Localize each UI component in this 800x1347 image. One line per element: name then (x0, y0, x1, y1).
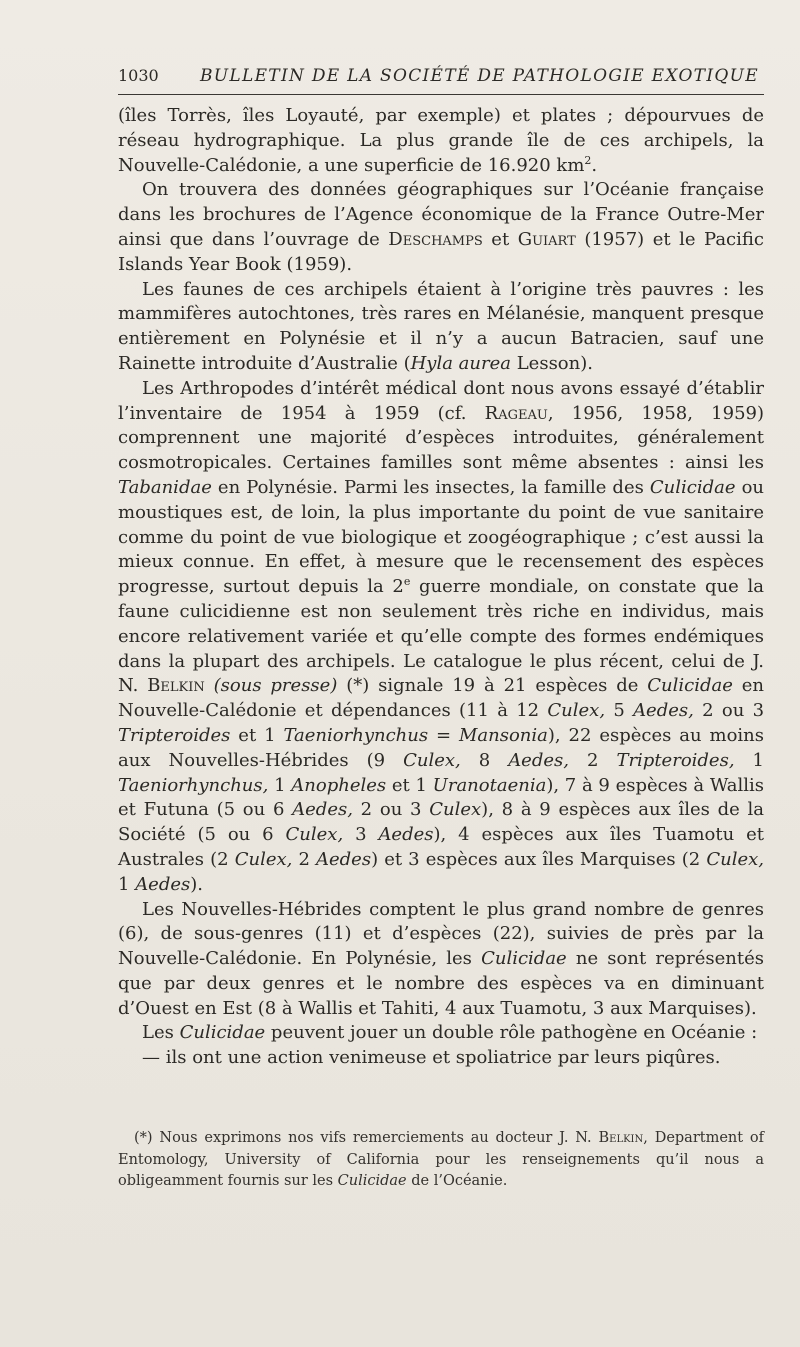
p4-q: et 1 (386, 774, 433, 796)
journal-title: BULLETIN DE LA SOCIÉTÉ DE PATHOLOGIE EXOTIQUE (200, 66, 759, 86)
p2-c: (1957) et le Pacific Islands Year Book (1959). (118, 228, 764, 275)
paragraph-3 (118, 278, 764, 377)
p4-s: 2 ou 3 (352, 799, 430, 821)
p5-b: ne sont représentés que par deux genres et le nombre des espèces va en diminuant d’Ouest en Est (8 à Wallis et Tahiti, 4 aux Tuamotu, 3 aux Marquises). (118, 948, 765, 1019)
p4-d: ou moustiques est, de loin, la plus importante du point de vue sanitaire comme du point de vue biologique et zoogéographique ; c’est aussi la mieux connue. En effet, à mesure que le recensement des espèces progresse, surtout depuis la 2 (118, 476, 764, 598)
p2-b: et (482, 228, 518, 250)
paragraph-6 (118, 1021, 764, 1046)
taxon-culicidae: Culicidae (647, 675, 733, 697)
p3-b: Lesson). (511, 352, 593, 374)
taxon-aedes: Aedes, (292, 799, 353, 821)
sous-presse: (sous presse) (213, 675, 338, 697)
p4-v: ), 4 espèces aux îles Tuamotu et Australes (2 (118, 824, 764, 870)
p4-r: ), 7 à 9 espèces à Wallis et Futuna (5 ou 6 (118, 774, 764, 821)
taxon-tripteroides: Tripteroides, (616, 749, 735, 771)
taxon-aedes: Aedes, (633, 700, 694, 722)
taxon-tabanidae: Tabanidae (118, 476, 212, 498)
p3-a: Les faunes de ces archipels étaient à l’origine très pauvres : les mammifères autochtones, très rares en Mélanésie, manquent presque entièrement en Polynésie et il n’y a aucun Batracien, sauf une Rainette introduite d’Australie ( (118, 278, 764, 374)
p5-a: Les Nouvelles-Hébrides comptent le plus grand nombre de genres (6), de sous-genres (11) et d’espèces (22), suivies de près par la Nouvelle-Calédonie. En Polynésie, les (118, 898, 764, 970)
p4-y: 1 (118, 873, 136, 895)
taxon-uranotaenia: Uranotaenia (432, 774, 547, 796)
p4-m: 8 (460, 749, 509, 771)
p4-f (205, 675, 214, 696)
taxon-culicidae: Culicidae (179, 1022, 266, 1044)
taxon-culicidae: Culicidae (481, 948, 567, 970)
p6-b: peuvent jouer un double rôle pathogène en Océanie : (265, 1022, 758, 1044)
taxon-culex: Culex, (403, 749, 461, 771)
footnote-c: de l’Océanie. (406, 1173, 508, 1189)
taxon-aedes: Aedes (135, 873, 191, 895)
taxon-culicidae: Culicidae (649, 476, 736, 498)
p4-a: Les Arthropodes d’intérêt médical dont nous avons essayé d’établir l’inventaire de 1954 à 1959 (cf. (118, 377, 764, 424)
species-hyla-aurea: Hyla aurea (410, 352, 511, 374)
p4-j: 2 ou 3 (693, 700, 765, 722)
p1-text: (îles Torrès, îles Loyauté, par exemple) et plates ; dépourvues de réseau hydrographique. La plus grande île de ces archipels, la Nouvelle-Calédonie, a une superficie de 16.920 km (118, 105, 764, 176)
author-rageau: Rageau (484, 402, 548, 424)
footnote-b: , Department of Entomology, University of California pour les renseignements qu’il nous a obligeamment fournis sur les (118, 1130, 764, 1189)
taxon-anopheles: Anopheles (291, 774, 387, 796)
taxon-culex: Culex, (285, 824, 344, 846)
taxon-culex: Culex (429, 799, 482, 821)
main-text (118, 104, 764, 1071)
p4-b: , 1956, 1958, 1959) comprennent une majorité d’espèces introduites, généralement cosmotropicales. Certaines familles sont même absentes : ainsi les (118, 402, 764, 474)
author-belkin: Belkin (147, 675, 205, 697)
p4-sup: e (403, 575, 411, 589)
taxon-aedes: Aedes (316, 848, 372, 870)
p4-k: et 1 (230, 724, 284, 746)
p2-a: On trouvera des données géographiques sur l’Océanie française dans les brochures de l’Agence économique de la France Outre-Mer ainsi que dans l’ouvrage de (118, 179, 764, 250)
footnote (118, 1128, 764, 1193)
p4-w: 2 (292, 848, 316, 870)
p4-t: ), 8 à 9 espèces aux îles de la Société (5 ou 6 (118, 799, 764, 846)
taxon-taeniorhynchus: Taeniorhynchus = Mansonia (283, 724, 548, 746)
taxon-tripteroides: Tripteroides (118, 724, 231, 746)
p4-o: 1 (734, 749, 764, 771)
footnote-a: (*) Nous exprimons nos vifs remerciements au docteur J. N. (134, 1130, 599, 1146)
author-belkin: Belkin (598, 1130, 644, 1146)
p4-z: ). (190, 873, 204, 895)
p6-a: Les (142, 1022, 180, 1044)
p1-sup: 2 (584, 153, 592, 167)
p4-n: 2 (568, 749, 617, 771)
taxon-culicidae: Culicidae (337, 1173, 407, 1189)
p4-e: guerre mondiale, on constate que la faune culicidienne est non seulement très riche en individus, mais encore relativement variée et qu’elle compte des formes endémiques dans la plupart des archipels. Le catalogue le plus récent, celui de J. N. (118, 576, 764, 697)
taxon-culex: Culex, (706, 848, 764, 870)
p4-h: en Nouvelle-Calédonie et dépendances (11 à 12 (118, 675, 764, 722)
p4-x: ) et 3 espèces aux îles Marquises (2 (371, 848, 707, 870)
paragraph-1 (118, 104, 764, 178)
p1-end: . (591, 154, 598, 176)
author-guiart: Guiart (517, 228, 576, 250)
page-number: 1030 (118, 66, 159, 85)
p4-u: 3 (343, 824, 379, 846)
p4-i: 5 (605, 700, 634, 722)
taxon-aedes: Aedes, (508, 749, 569, 771)
taxon-culex: Culex, (234, 848, 293, 870)
paragraph-7: — ils ont une action venimeuse et spoliatrice par leurs piqûres. (142, 1047, 721, 1069)
header-rule (118, 94, 764, 95)
p4-p: 1 (268, 774, 292, 796)
running-header (118, 62, 764, 90)
paragraph-4 (118, 377, 764, 898)
taxon-culex: Culex, (547, 700, 606, 722)
p4-g: (*) signale 19 à 21 espèces de (337, 675, 648, 697)
p4-l: ), 22 espèces au moins aux Nouvelles-Hébrides (9 (118, 724, 764, 771)
p4-c: en Polynésie. Parmi les insectes, la famille des (211, 476, 650, 498)
taxon-aedes: Aedes (378, 824, 434, 846)
paragraph-2 (118, 178, 764, 277)
author-deschamps: Deschamps (388, 228, 483, 250)
taxon-taeniorhynchus: Taeniorhynchus, (118, 774, 269, 796)
paragraph-5 (118, 898, 764, 1022)
